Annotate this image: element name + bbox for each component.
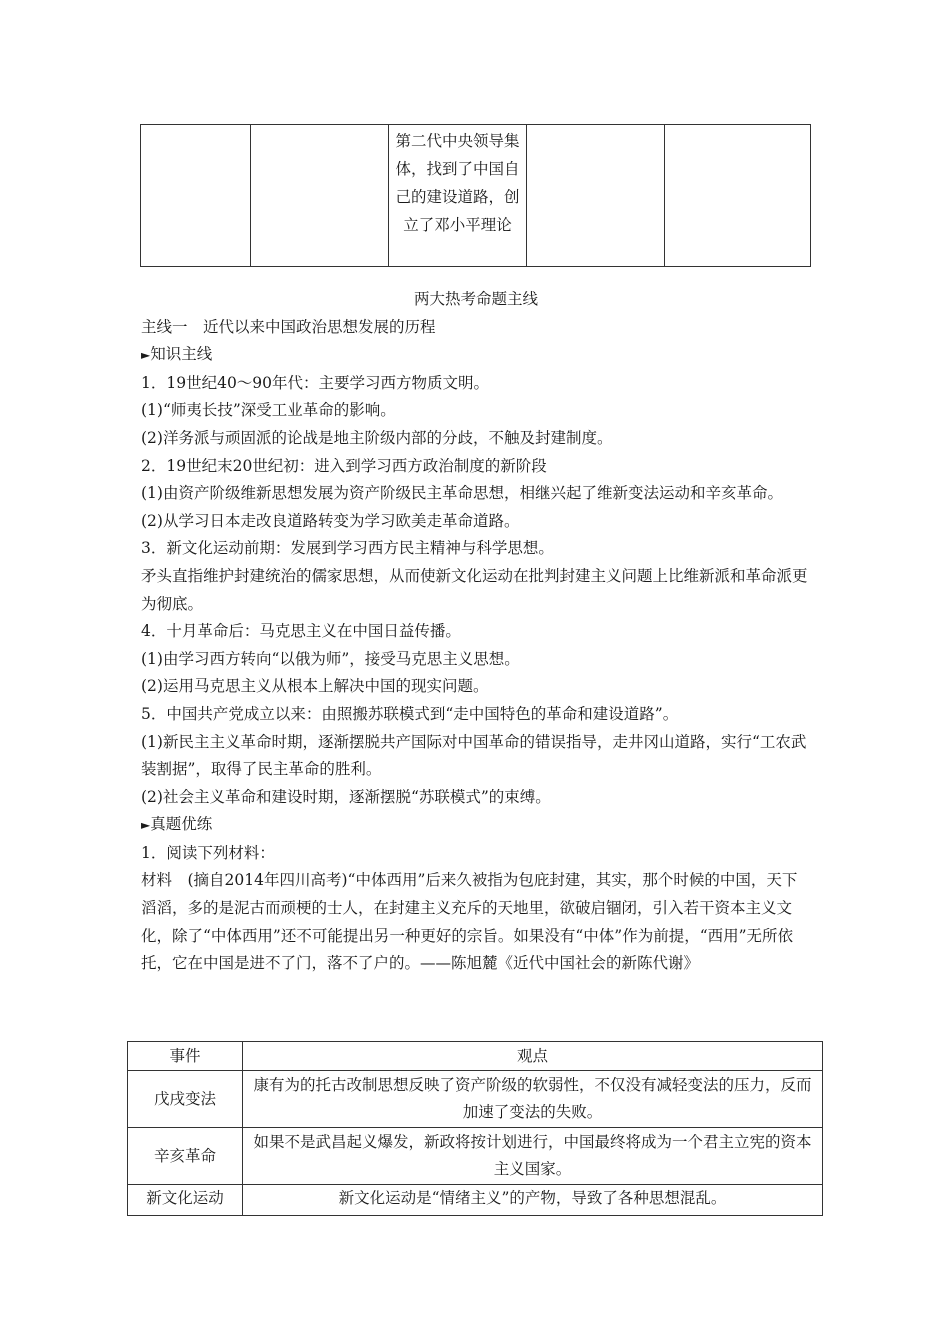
knowledge-line: 2．19世纪末20世纪初：进入到学习西方政治制度的新阶段 [141, 456, 547, 475]
knowledge-line: (2)社会主义革命和建设时期，逐渐摆脱“苏联模式”的束缚。 [141, 787, 551, 806]
knowledge-line: (2)运用马克思主义从根本上解决中国的现实问题。 [141, 677, 489, 696]
top-table [140, 124, 811, 267]
mainline-title: 主线一 近代以来中国政治思想发展的历程 [141, 317, 436, 336]
knowledge-line: (1)由资产阶级维新思想发展为资产阶级民主革命思想，相继兴起了维新变法运动和辛亥革命。 [141, 484, 783, 503]
section-title: 两大热考命题主线 [413, 290, 538, 308]
practice-header: ►真题优练 [141, 815, 213, 834]
top-table-cell [251, 125, 389, 267]
table-row [128, 1128, 823, 1185]
event-cell: 辛亥革命 [128, 1128, 243, 1185]
view-cell: 康有为的托古改制思想反映了资产阶级的软弱性，不仅没有减轻变法的压力，反而加速了变法的失败。 [243, 1071, 823, 1128]
table-row [128, 1185, 823, 1216]
knowledge-line: 3．新文化运动前期：发展到学习西方民主精神与科学思想。 [141, 539, 554, 558]
table-header-view: 观点 [243, 1042, 823, 1071]
viewpoint-table [127, 1041, 823, 1216]
top-table-cell [389, 125, 527, 267]
knowledge-line: 5．中国共产党成立以来：由照搬苏联模式到“走中国特色的革命和建设道路”。 [141, 704, 679, 723]
knowledge-line: 1．19世纪40～90年代：主要学习西方物质文明。 [141, 373, 490, 392]
practice-line: 1．阅读下列材料： [141, 843, 275, 862]
view-cell: 新文化运动是“情绪主义”的产物，导致了各种思想混乱。 [243, 1185, 823, 1216]
event-cell: 新文化运动 [128, 1185, 243, 1216]
top-table-cell [665, 125, 811, 267]
knowledge-line: 4．十月革命后：马克思主义在中国日益传播。 [141, 622, 461, 641]
knowledge-line: (1)由学习西方转向“以俄为师”，接受马克思主义思想。 [141, 649, 520, 668]
top-table-cell [141, 125, 251, 267]
table-row [128, 1071, 823, 1128]
top-table-cell [527, 125, 665, 267]
top-table-cell-text: 第二代中央领导集体，找到了中国自己的建设道路，创立了邓小平理论 [395, 132, 520, 234]
knowledge-line: (2)从学习日本走改良道路转变为学习欧美走革命道路。 [141, 511, 520, 530]
practice-material: 材料 (摘自2014年四川高考)“中体西用”后来久被指为包庇封建，其实，那个时候的中国，天下滔滔，多的是泥古而顽梗的士人，在封建主义充斥的天地里，欲破启锢闭，引入若干资本主义文化，除了“中体西用”还不可能提出另一种更好的宗旨。如果没有“中体”作为前提，“西用”无所依托，它在中国是进不了门，落不了户的。——陈旭麓《近代中国社会的新陈代谢》 [141, 871, 798, 973]
table-header-event: 事件 [128, 1042, 243, 1071]
view-cell: 如果不是武昌起义爆发，新政将按计划进行，中国最终将成为一个君主立宪的资本主义国家。 [243, 1128, 823, 1185]
triangle-icon: ► [141, 818, 151, 833]
knowledge-line: (2)洋务派与顽固派的论战是地主阶级内部的分歧，不触及封建制度。 [141, 428, 613, 447]
triangle-icon: ► [141, 348, 151, 363]
event-cell: 戊戌变法 [128, 1071, 243, 1128]
knowledge-line: 矛头直指维护封建统治的儒家思想，从而使新文化运动在批判封建主义问题上比维新派和革命派更为彻底。 [141, 566, 808, 613]
knowledge-line: (1)“师夷长技”深受工业革命的影响。 [141, 401, 396, 420]
knowledge-line: (1)新民主主义革命时期，逐渐摆脱共产国际对中国革命的错误指导，走井冈山道路，实行“工农武装割据”，取得了民主革命的胜利。 [141, 732, 807, 779]
knowledge-header: ►知识主线 [141, 345, 213, 364]
document-body [141, 286, 811, 978]
